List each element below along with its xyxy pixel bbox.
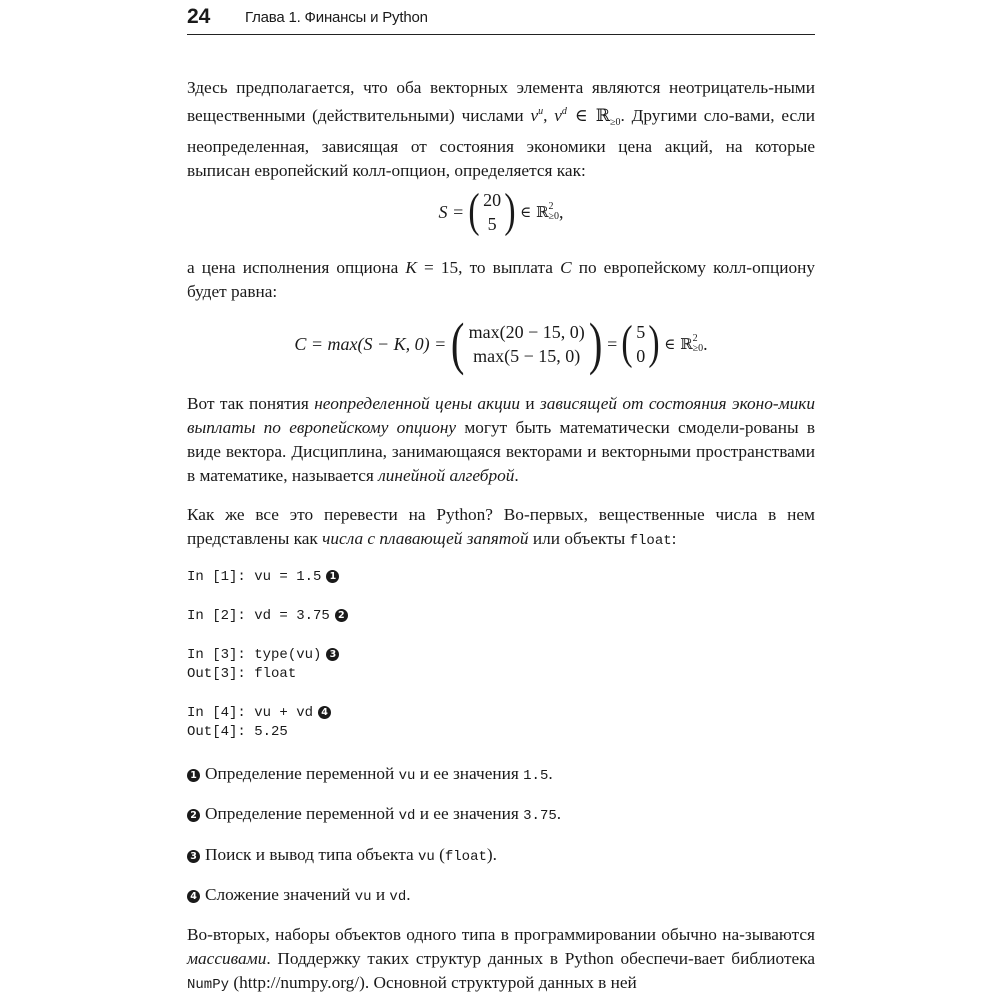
term: линейной алгеброй <box>378 466 515 485</box>
running-header <box>187 4 815 35</box>
code-line <box>187 646 339 684</box>
code-output: Out[3]: float <box>187 666 297 682</box>
text: , <box>543 105 555 125</box>
set-symbol: ∈ ℝ <box>520 203 549 221</box>
text: могут быть математически смодели-рованы в виде вектора. Дисциплина, занимающаяся векторами и векторными пространствами в математике, называется <box>187 418 815 485</box>
formula-lhs: C = max(S − K, 0) = <box>294 333 447 354</box>
code-input: In [4]: vu + vd <box>187 705 314 721</box>
code-output: Out[4]: 5.25 <box>187 724 288 740</box>
set-sup: 2 <box>548 201 554 212</box>
callout-marker: 1 <box>326 570 339 583</box>
code-input: In [3]: type(vu) <box>187 647 322 663</box>
callout-marker: 2 <box>335 609 348 622</box>
set-sup: 2 <box>692 333 698 344</box>
term: числа с плавающей запятой <box>322 529 529 548</box>
book-page <box>187 0 815 1000</box>
term: неопределенной цены акции <box>314 394 521 413</box>
equals: = <box>607 333 618 354</box>
text: по европейскому колл-опциону будет равна: <box>187 258 815 301</box>
callout-marker: 4 <box>318 706 331 719</box>
text: = 15, то выплата <box>416 258 561 277</box>
paragraph-vectors <box>187 392 815 488</box>
vector-bottom: max(5 − 15, 0) <box>473 346 581 366</box>
text: Вот так понятия <box>187 394 315 413</box>
punct: . <box>703 333 708 354</box>
formula-S <box>187 184 815 237</box>
paragraph-strike <box>187 256 815 304</box>
callout-marker: 2 <box>187 809 200 822</box>
vector-max: ( max(20 − 15, 0) max(5 − 15, 0) ) <box>451 311 603 376</box>
paragraph-intro <box>187 76 815 183</box>
callout-marker: 1 <box>187 769 200 782</box>
sup-u: u <box>538 106 544 117</box>
text: (http://numpy.org/). Основной структурой данных в ней <box>229 973 637 992</box>
set-sub: ≥0 <box>548 211 559 222</box>
text: . Поддержку таких структур данных в Python обеспечи-вает библиотека <box>266 949 815 968</box>
vector-bottom: 0 <box>636 346 646 366</box>
sup-d: d <box>561 106 567 117</box>
callout-note: 2 Определение переменной vd и ее значения 3.75. <box>187 802 561 828</box>
text: Как же все это перевести на Python? Во-первых, вещественные числа в нем представлены как <box>187 505 815 548</box>
text: Здесь предполагается, что оба векторных элемента являются неотрицатель-ными вещественными (действительными) числами <box>187 78 815 125</box>
set-symbol: ∈ ℝ <box>664 335 693 353</box>
inline-code: float <box>629 533 672 549</box>
set-sub: ≥0 <box>692 343 704 354</box>
callout-note: 4 Сложение значений vu и vd. <box>187 883 411 909</box>
text: или объекты <box>528 529 630 548</box>
callout-marker: 3 <box>187 850 200 863</box>
math-C: C <box>560 258 572 277</box>
text: . Другими сло-вами, если неопределенная, зависящая от состояния экономики цена акций, на которые выписан европейский колл-опцион, определяется как: <box>187 105 815 181</box>
math-v: v <box>530 105 539 125</box>
paragraph-python <box>187 503 815 553</box>
math-v: v <box>554 105 562 125</box>
term: массивами <box>187 949 267 968</box>
vector-result: ( 5 0 ) <box>621 316 660 369</box>
vector-top: 20 <box>483 190 502 210</box>
paragraph-arrays <box>187 923 815 997</box>
callout-marker: 3 <box>326 648 339 661</box>
vector-bottom: 5 <box>487 214 497 234</box>
set-subscript: ≥0 <box>610 117 621 129</box>
vector-top: 5 <box>636 322 646 342</box>
text: а цена исполнения опциона <box>187 258 406 277</box>
inline-code: NumPy <box>187 977 230 993</box>
set-symbol: ∈ ℝ <box>566 105 610 126</box>
vector-S: ( 20 5 ) <box>468 184 516 237</box>
callout-note: 1 Определение переменной vu и ее значения 1.5. <box>187 762 553 788</box>
callout-marker: 4 <box>187 890 200 903</box>
formula-lhs: S = <box>438 201 465 222</box>
code-input: In [2]: vd = 3.75 <box>187 608 330 624</box>
punct: , <box>558 201 564 222</box>
chapter-title: Глава 1. Финансы и Python <box>245 9 428 26</box>
code-line <box>187 568 339 587</box>
code-line <box>187 704 331 742</box>
text: Во-вторых, наборы объектов одного типа в программировании обычно на-зываются <box>187 925 815 944</box>
text: . <box>514 466 519 485</box>
math-K: K <box>405 258 417 277</box>
formula-C <box>187 311 815 376</box>
code-line <box>187 607 348 626</box>
term: зависящей от состояния эконо-мики выплаты по европейскому опциону <box>187 394 815 437</box>
text: : <box>671 529 677 548</box>
page-number: 24 <box>187 5 211 28</box>
code-input: In [1]: vu = 1.5 <box>187 569 322 585</box>
text: и <box>520 394 541 413</box>
vector-top: max(20 − 15, 0) <box>468 322 585 342</box>
callout-note: 3 Поиск и вывод типа объекта vu (float). <box>187 843 497 869</box>
